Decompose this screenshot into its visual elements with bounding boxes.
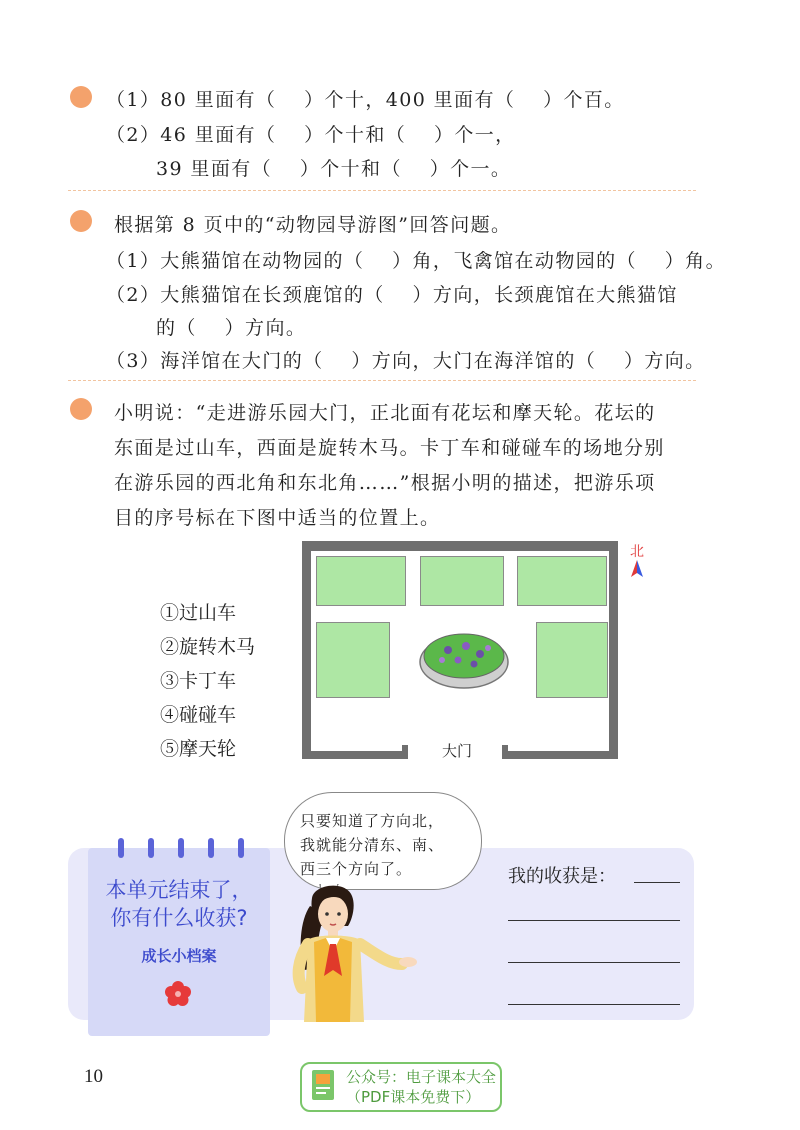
binder-ring-1 bbox=[118, 838, 124, 858]
page-number: 10 bbox=[84, 1066, 103, 1087]
answer-line-2[interactable] bbox=[508, 920, 680, 921]
separator-2 bbox=[68, 380, 696, 381]
lot-northwest[interactable] bbox=[316, 556, 406, 606]
lot-west[interactable] bbox=[316, 622, 390, 698]
ride-item-5: ⑤摩天轮 bbox=[160, 738, 237, 760]
bubble-line-2: 我就能分清东、南、 bbox=[300, 836, 445, 854]
q1-line-3: 39 里面有（ ）个十和（ ）个一。 bbox=[156, 158, 512, 180]
ride-item-4: ④碰碰车 bbox=[160, 704, 237, 726]
q2-sub-2b: 的（ ）方向。 bbox=[156, 317, 307, 339]
card-title-line-1: 本单元结束了， bbox=[105, 878, 253, 902]
q2-sub-2a: （2）大熊猫馆在长颈鹿馆的（ ）方向，长颈鹿馆在大熊猫馆 bbox=[106, 284, 678, 306]
bubble-line-3: 西三个方向了。 bbox=[300, 860, 413, 878]
card-title-line-2: 你有什么收获? bbox=[110, 906, 248, 930]
answer-line-4[interactable] bbox=[508, 1004, 680, 1005]
q1-line-2: （2）46 里面有（ ）个十和（ ）个一， bbox=[106, 124, 516, 146]
watermark-line-2: （PDF课本免费下） bbox=[346, 1088, 481, 1106]
girl-illustration bbox=[290, 880, 420, 1022]
ride-item-1: ①过山车 bbox=[160, 602, 237, 624]
answer-line-3[interactable] bbox=[508, 962, 680, 963]
binder-ring-4 bbox=[208, 838, 214, 858]
binder-ring-2 bbox=[148, 838, 154, 858]
q3-line-2: 东面是过山车，西面是旋转木马。卡丁车和碰碰车的场地分别 bbox=[114, 437, 665, 459]
lot-northeast[interactable] bbox=[517, 556, 607, 606]
q2-sub-3: （3）海洋馆在大门的（ ）方向，大门在海洋馆的（ ）方向。 bbox=[106, 350, 706, 372]
lot-north[interactable] bbox=[420, 556, 504, 606]
watermark-line-1: 公众号：电子课本大全 bbox=[346, 1068, 497, 1086]
north-arrow-icon bbox=[630, 560, 644, 578]
gate-post-left bbox=[402, 745, 408, 759]
ride-item-2: ②旋转木马 bbox=[160, 636, 256, 658]
question-bullet-2 bbox=[70, 210, 92, 232]
lot-east[interactable] bbox=[536, 622, 608, 698]
book-icon bbox=[310, 1068, 338, 1102]
harvest-prompt: 我的收获是： bbox=[508, 866, 616, 887]
q1-line-1: （1）80 里面有（ ）个十，400 里面有（ ）个百。 bbox=[106, 89, 625, 111]
separator-1 bbox=[68, 190, 696, 191]
question-bullet-1 bbox=[70, 86, 92, 108]
binder-ring-5 bbox=[238, 838, 244, 858]
flower-bed bbox=[418, 628, 510, 690]
q3-line-4: 目的序号标在下图中适当的位置上。 bbox=[114, 507, 441, 529]
q3-line-3: 在游乐园的西北角和东北角……”根据小明的描述，把游乐项 bbox=[114, 472, 656, 494]
q3-line-1: 小明说：“走进游乐园大门，正北面有花坛和摩天轮。花坛的 bbox=[114, 402, 656, 424]
question-bullet-3 bbox=[70, 398, 92, 420]
card-subtitle: 成长小档案 bbox=[141, 947, 217, 965]
binder-ring-3 bbox=[178, 838, 184, 858]
q2-intro: 根据第 8 页中的“动物园导游图”回答问题。 bbox=[114, 214, 512, 236]
north-label: 北 bbox=[630, 544, 644, 560]
bubble-line-1: 只要知道了方向北， bbox=[300, 812, 445, 830]
q2-sub-1: （1）大熊猫馆在动物园的（ ）角，飞禽馆在动物园的（ ）角。 bbox=[106, 250, 726, 272]
gate-post-right bbox=[502, 745, 508, 759]
gate-label: 大门 bbox=[442, 742, 473, 760]
answer-line-1[interactable] bbox=[634, 882, 680, 883]
ride-item-3: ③卡丁车 bbox=[160, 670, 237, 692]
flower-icon bbox=[164, 980, 192, 1008]
